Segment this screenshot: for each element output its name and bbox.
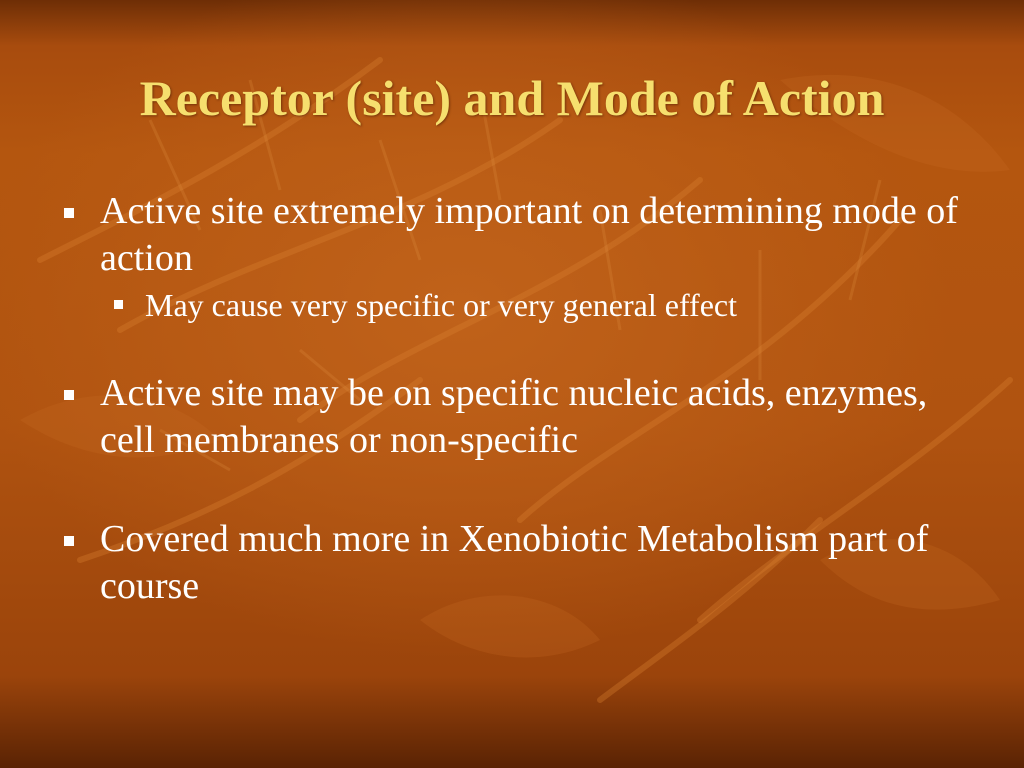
bullet-item [58,516,978,610]
sub-bullet-text: May cause very specific or very general effect [145,287,737,323]
bullet-item [58,370,978,464]
bullet-text: Covered much more in Xenobiotic Metabolism part of course [100,518,929,607]
sub-bullet-list [100,284,978,326]
bullet-item [58,188,978,326]
slide-title: Receptor (site) and Mode of Action [139,70,885,126]
bullet-text: Active site extremely important on determining mode of action [100,190,958,279]
bullet-text: Active site may be on specific nucleic acids, enzymes, cell membranes or non-specific [100,372,928,461]
square-bullet-icon [64,536,74,546]
sub-bullet-item [100,284,978,326]
square-bullet-icon [64,208,74,218]
square-bullet-icon [114,300,123,309]
square-bullet-icon [64,390,74,400]
bullet-list [58,188,978,610]
